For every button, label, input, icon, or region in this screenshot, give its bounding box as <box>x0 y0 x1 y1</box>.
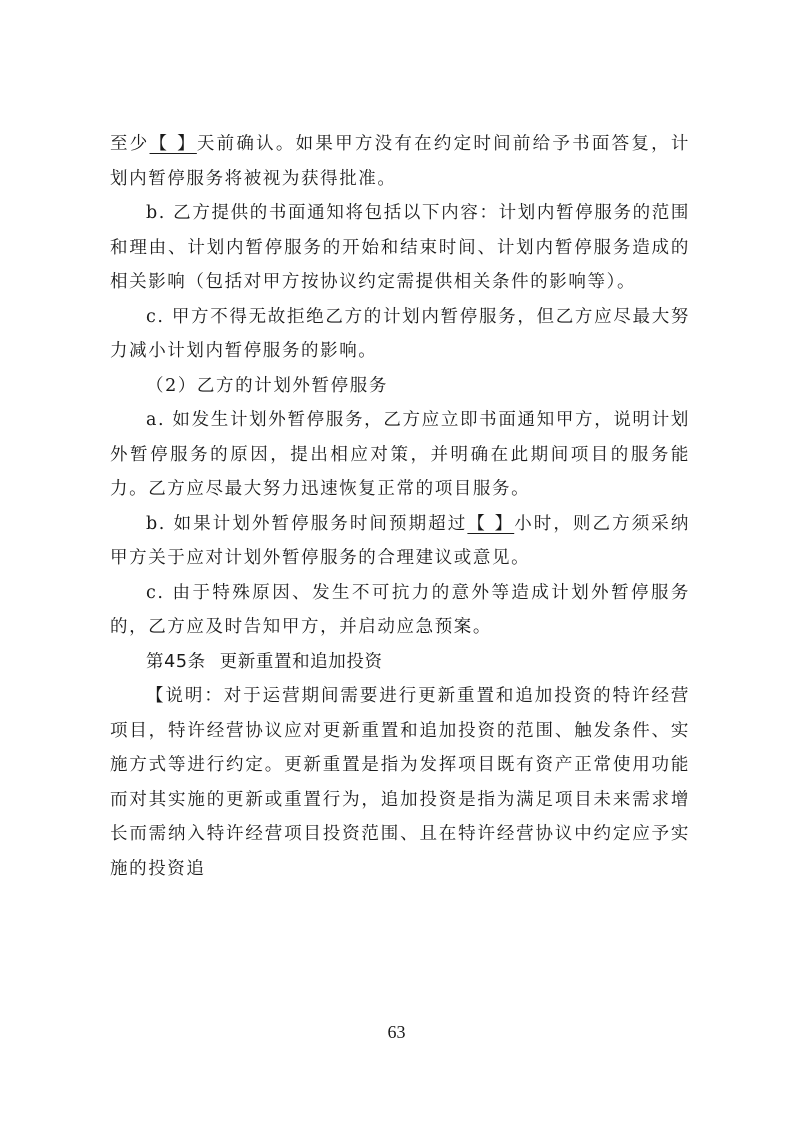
blank-bracket: 【 】 <box>467 513 515 534</box>
paragraph-6 <box>110 507 690 576</box>
paragraph-9: 【说明：对于运营期间需要进行更新重置和追加投资的特许经营项目，特许经营协议应对更新重置和追加投资的范围、触发条件、实施方式等进行约定。更新重置是指为发挥项目既有资产正常使用功能而对其实施的更新或重置行为，追加投资是指为满足项目未来需求增长而需纳入特许经营项目投资范围、且在特许经营协议中约定应予实施的投资追 <box>110 686 690 879</box>
article-title: 更新重置和追加投资 <box>219 651 383 672</box>
blank-bracket: 【 】 <box>149 134 197 154</box>
paragraph-6-text-a: b. 如果计划外暂停服务时间预期超过 <box>146 513 468 534</box>
section-heading-unplanned: （2）乙方的计划外暂停服务 <box>146 375 388 396</box>
article-number: 第45条 <box>146 651 206 672</box>
page-content <box>110 127 690 886</box>
paragraph-6-text-b: 小时，则乙方须采纳甲方关于应对计划外暂停服务的合理建议或意见。 <box>110 513 690 568</box>
paragraph-3: c. 甲方不得无故拒绝乙方的计划内暂停服务，但乙方应尽最大努力减小计划内暂停服务的影响。 <box>110 306 690 361</box>
paragraph-2: b. 乙方提供的书面通知将包括以下内容：计划内暂停服务的范围和理由、计划内暂停服务的开始和结束时间、计划内暂停服务造成的相关影响（包括对甲方按协议约定需提供相关条件的影响等）。 <box>110 203 690 292</box>
paragraph-7: c. 由于特殊原因、发生不可抗力的意外等造成计划外暂停服务的，乙方应及时告知甲方，并启动应急预案。 <box>110 582 690 637</box>
paragraph-1-text-b: 天前确认。如果甲方没有在约定时间前给予书面答复，计划内暂停服务将被视为获得批准。 <box>110 134 691 189</box>
article-heading <box>110 645 690 680</box>
paragraph-1 <box>110 127 690 196</box>
paragraph-5: a. 如发生计划外暂停服务，乙方应立即书面通知甲方，说明计划外暂停服务的原因，提出相应对策，并明确在此期间项目的服务能力。乙方应尽最大努力迅速恢复正常的项目服务。 <box>110 410 690 499</box>
page-number: 63 <box>387 1022 406 1042</box>
paragraph-1-text-a: 至少 <box>110 134 150 154</box>
